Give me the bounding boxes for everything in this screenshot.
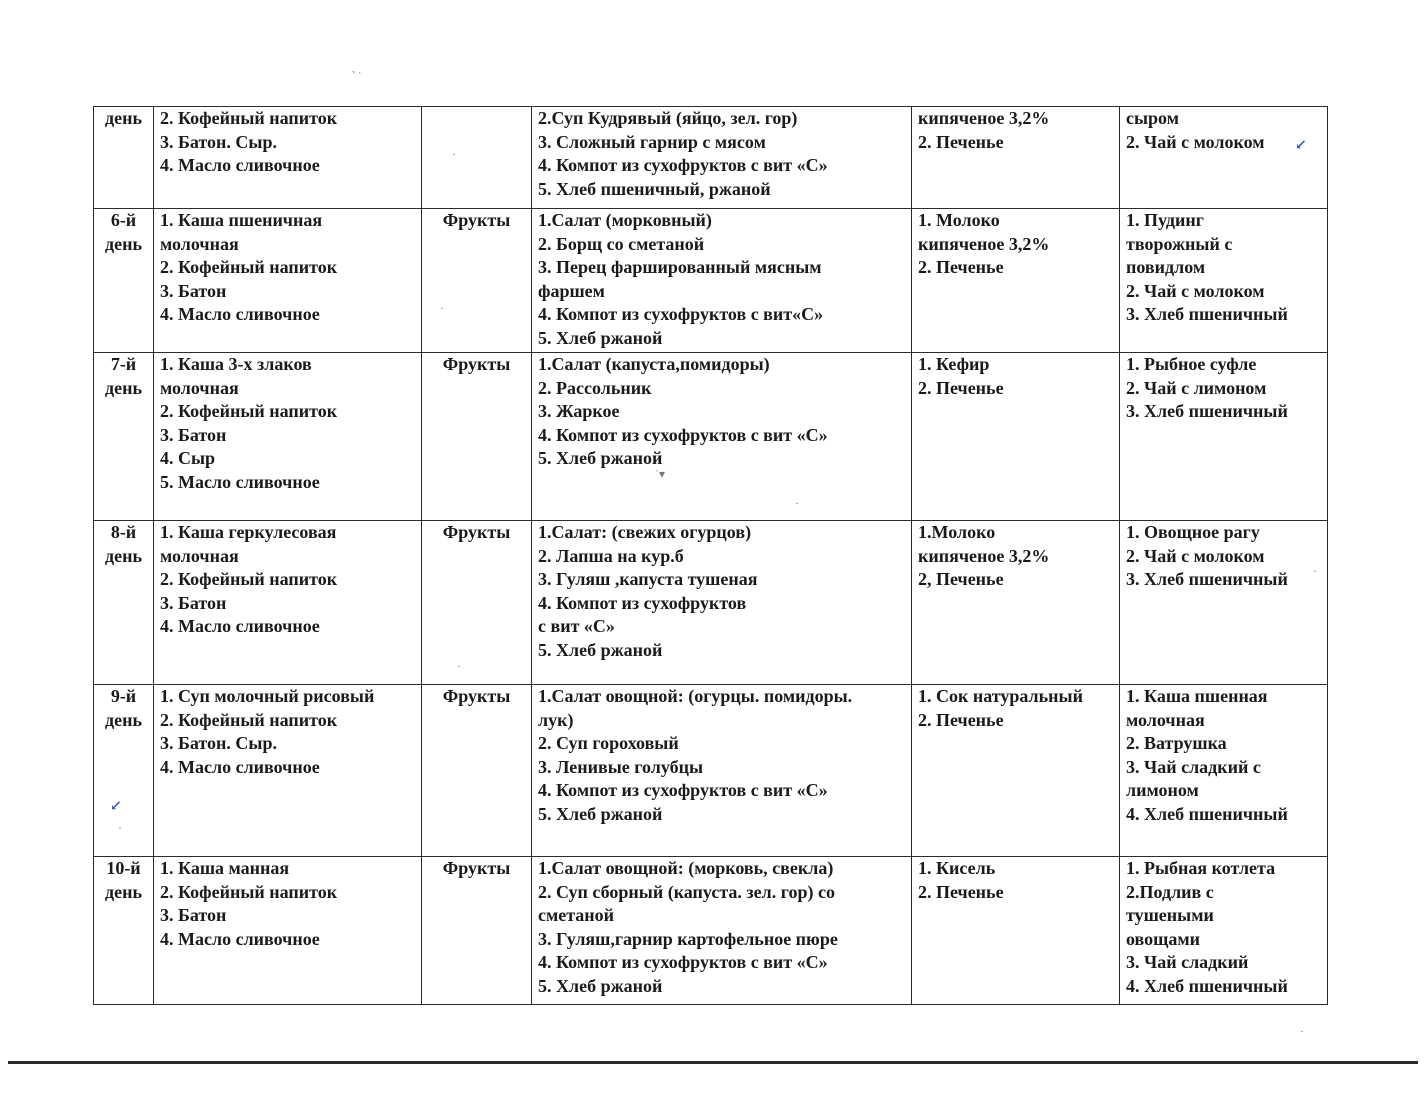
menu-row: [94, 685, 1328, 857]
lunch-cell: [532, 857, 912, 1005]
dinner-cell: [1120, 521, 1328, 685]
menu-line: 3. Батон: [160, 424, 227, 445]
menu-line: 1.Молоко: [918, 522, 996, 542]
menu-line: 1. Сок натуральный: [918, 686, 1083, 706]
menu-line: 7-й: [110, 354, 137, 374]
menu-line: 4. Масло сливочное: [160, 928, 320, 949]
menu-line: 3. Чай сладкий с: [1126, 756, 1261, 777]
menu-line: 2. Ватрушка: [1126, 733, 1227, 753]
menu-line: 4. Компот из сухофруктов с вит «С»: [538, 952, 828, 972]
second-breakfast-cell: [422, 209, 532, 353]
menu-line: 3. Чай сладкий: [1126, 952, 1249, 972]
menu-line: кипяченое 3,2%: [918, 108, 1050, 128]
menu-line: 4. Масло сливочное: [160, 616, 320, 636]
menu-line: 2. Рассольник: [538, 377, 652, 398]
menu-line: 5. Хлеб ржаной: [538, 639, 663, 660]
pen-tick-mark: ↙: [1295, 138, 1307, 153]
menu-line: 2. Чай с молоком: [1126, 280, 1265, 301]
breakfast-cell: [154, 857, 422, 1005]
breakfast-cell: [154, 209, 422, 353]
menu-line: 8-й: [110, 522, 137, 542]
menu-line: Фрукты: [442, 210, 511, 230]
lunch-cell: [532, 209, 912, 353]
scan-speck: ‵ ˙: [352, 69, 362, 83]
menu-line: фаршем: [538, 280, 605, 301]
menu-line: день: [105, 377, 142, 398]
menu-line: 5. Хлеб ржаной: [538, 448, 663, 468]
menu-line: 1. Кефир: [918, 354, 990, 374]
dinner-cell: [1120, 685, 1328, 857]
menu-line: 6-й: [110, 210, 137, 230]
menu-line: 1. Каша манная: [160, 858, 290, 878]
menu-line: 5. Масло сливочное: [160, 471, 320, 492]
menu-line: 3. Батон: [160, 280, 227, 301]
menu-line: 2. Чай с лимоном: [1126, 377, 1267, 398]
afternoon-snack-cell: [912, 685, 1120, 857]
breakfast-cell: [154, 521, 422, 685]
afternoon-snack-cell: [912, 521, 1120, 685]
menu-row: [94, 353, 1328, 521]
menu-row: [94, 107, 1328, 209]
menu-line: 4. Хлеб пшеничный: [1126, 975, 1288, 996]
menu-line: молочная: [160, 545, 239, 566]
menu-line: 2. Кофейный напиток: [160, 108, 338, 128]
menu-table-body: [94, 107, 1328, 1005]
second-breakfast-cell: [422, 685, 532, 857]
second-breakfast-cell: [422, 521, 532, 685]
menu-line: 1. Каша геркулесовая: [160, 522, 337, 542]
menu-line: сыром: [1126, 108, 1179, 128]
menu-line: 3. Батон. Сыр.: [160, 733, 277, 753]
menu-line: 4. Компот из сухофруктов с вит «С»: [538, 155, 828, 175]
menu-line: 1. Кисель: [918, 858, 996, 878]
afternoon-snack-cell: [912, 353, 1120, 521]
menu-line: 2. Борщ со сметаной: [538, 233, 705, 254]
menu-line: лук): [538, 709, 574, 730]
menu-line: 1.Салат (капуста,помидоры): [538, 354, 770, 374]
menu-line: 2. Печенье: [918, 377, 1004, 398]
scan-speck: ˙▾: [655, 467, 666, 481]
menu-line: Фрукты: [442, 686, 511, 706]
menu-line: 2. Суп гороховый: [538, 733, 679, 753]
menu-line: 3. Гуляш ,капуста тушеная: [538, 569, 758, 589]
menu-line: с вит «С»: [538, 616, 615, 636]
menu-line: 1. Рыбное суфле: [1126, 354, 1257, 374]
menu-line: 5. Хлеб ржаной: [538, 327, 663, 348]
menu-line: 1. Каша 3-х злаков: [160, 354, 312, 374]
lunch-cell: [532, 685, 912, 857]
menu-line: молочная: [160, 377, 239, 398]
menu-line: 4. Компот из сухофруктов с вит «С»: [538, 780, 828, 800]
menu-line: 4. Компот из сухофруктов: [538, 592, 747, 613]
day-cell: [94, 107, 154, 209]
menu-line: 2. Кофейный напиток: [160, 257, 338, 277]
menu-line: 3. Гуляш,гарнир картофельное пюре: [538, 928, 838, 949]
scan-speck: ·: [795, 496, 799, 510]
menu-line: 1.Салат овощной: (огурцы. помидоры.: [538, 686, 853, 706]
menu-line: молочная: [160, 233, 239, 254]
menu-line: кипяченое 3,2%: [918, 545, 1050, 566]
menu-line: 1. Пудинг: [1126, 210, 1204, 230]
menu-line: 1. Молоко: [918, 210, 1000, 230]
scan-speck: ·: [118, 821, 122, 835]
dinner-cell: [1120, 209, 1328, 353]
menu-row: [94, 209, 1328, 353]
menu-line: 4. Компот из сухофруктов с вит«С»: [538, 304, 824, 324]
menu-line: 2. Лапша на кур.б: [538, 545, 684, 566]
menu-line: 3. Батон: [160, 592, 227, 613]
menu-line: 5. Хлеб ржаной: [538, 803, 663, 824]
menu-line: 1. Каша пшенная: [1126, 686, 1268, 706]
menu-line: 1. Каша пшеничная: [160, 210, 323, 230]
dinner-cell: [1120, 107, 1328, 209]
menu-line: 1.Салат: (свежих огурцов): [538, 522, 752, 542]
breakfast-cell: [154, 685, 422, 857]
menu-line: 3. Сложный гарнир с мясом: [538, 131, 766, 152]
lunch-cell: [532, 353, 912, 521]
dinner-cell: [1120, 353, 1328, 521]
menu-line: 4. Масло сливочное: [160, 155, 320, 175]
menu-line: день: [105, 545, 142, 566]
menu-line: 10-й: [106, 858, 141, 878]
menu-line: Фрукты: [442, 522, 511, 542]
menu-line: 2.Суп Кудрявый (яйцо, зел. гор): [538, 108, 798, 128]
menu-line: 2. Кофейный напиток: [160, 569, 338, 589]
menu-line: 3. Батон: [160, 905, 227, 925]
menu-line: 2. Суп сборный (капуста. зел. гор) со: [538, 881, 835, 902]
day-cell: [94, 209, 154, 353]
menu-line: 1. Овощное рагу: [1126, 522, 1260, 542]
menu-line: день: [105, 233, 142, 254]
afternoon-snack-cell: [912, 857, 1120, 1005]
menu-line: 4. Хлеб пшеничный: [1126, 803, 1288, 824]
menu-line: 1.Салат овощной: (морковь, свекла): [538, 858, 834, 878]
menu-line: 2. Чай с молоком: [1126, 545, 1265, 566]
afternoon-snack-cell: [912, 209, 1120, 353]
menu-line: день: [105, 709, 142, 730]
lunch-cell: [532, 107, 912, 209]
menu-line: Фрукты: [442, 858, 511, 878]
scan-speck: ·: [1313, 564, 1317, 578]
menu-line: 2. Кофейный напиток: [160, 709, 338, 730]
menu-line: 2. Печенье: [918, 131, 1004, 152]
day-cell: [94, 353, 154, 521]
breakfast-cell: [154, 353, 422, 521]
scan-speck: ·: [1300, 1024, 1304, 1038]
dinner-cell: [1120, 857, 1328, 1005]
menu-line: 2.Подлив с: [1126, 881, 1214, 902]
pen-tick-mark: ↙: [110, 799, 122, 814]
menu-line: тушеными: [1126, 905, 1214, 925]
menu-line: молочная: [1126, 709, 1205, 730]
menu-line: 4. Масло сливочное: [160, 304, 320, 324]
menu-line: 3. Хлеб пшеничный: [1126, 304, 1288, 324]
scan-speck: ·: [457, 659, 461, 673]
menu-line: 2. Печенье: [918, 881, 1004, 902]
afternoon-snack-cell: [912, 107, 1120, 209]
menu-line: 2. Чай с молоком: [1126, 131, 1265, 152]
menu-line: кипяченое 3,2%: [918, 233, 1050, 254]
menu-line: 3. Хлеб пшеничный: [1126, 401, 1288, 421]
day-cell: [94, 857, 154, 1005]
menu-line: повидлом: [1126, 257, 1206, 277]
menu-line: овощами: [1126, 928, 1200, 949]
scan-speck: ·: [440, 301, 444, 315]
lunch-cell: [532, 521, 912, 685]
menu-line: 1. Рыбная котлета: [1126, 858, 1276, 878]
menu-line: день: [105, 881, 142, 902]
menu-line: 3. Хлеб пшеничный: [1126, 569, 1288, 589]
menu-table: [93, 106, 1328, 1005]
menu-line: 3. Перец фаршированный мясным: [538, 257, 822, 277]
menu-line: 2. Печенье: [918, 709, 1004, 730]
menu-line: 2. Печенье: [918, 257, 1004, 277]
menu-line: 3. Жаркое: [538, 401, 620, 421]
menu-line: 4. Сыр: [160, 448, 216, 468]
menu-line: 3. Батон. Сыр.: [160, 131, 277, 152]
menu-line: творожный с: [1126, 233, 1233, 254]
scan-speck: ·: [452, 147, 456, 161]
menu-line: 4. Масло сливочное: [160, 756, 320, 777]
second-breakfast-cell: [422, 353, 532, 521]
menu-line: 1.Салат (морковный): [538, 210, 712, 230]
menu-line: 3. Ленивые голубцы: [538, 756, 704, 777]
day-cell: [94, 521, 154, 685]
menu-line: день: [105, 108, 142, 128]
menu-line: Фрукты: [442, 354, 511, 374]
menu-line: сметаной: [538, 905, 615, 925]
second-breakfast-cell: [422, 107, 532, 209]
menu-line: 1. Суп молочный рисовый: [160, 686, 375, 706]
second-breakfast-cell: [422, 857, 532, 1005]
day-cell: [94, 685, 154, 857]
menu-line: 2. Кофейный напиток: [160, 881, 338, 902]
breakfast-cell: [154, 107, 422, 209]
menu-row: [94, 521, 1328, 685]
page-bottom-rule: [8, 1061, 1418, 1064]
menu-line: 4. Компот из сухофруктов с вит «С»: [538, 424, 828, 445]
menu-line: 5. Хлеб пшеничный, ржаной: [538, 178, 771, 199]
menu-line: 5. Хлеб ржаной: [538, 975, 663, 996]
menu-line: лимоном: [1126, 780, 1199, 800]
menu-line: 2. Кофейный напиток: [160, 401, 338, 421]
menu-line: 9-й: [110, 686, 137, 706]
menu-line: 2, Печенье: [918, 569, 1004, 589]
menu-row: [94, 857, 1328, 1005]
